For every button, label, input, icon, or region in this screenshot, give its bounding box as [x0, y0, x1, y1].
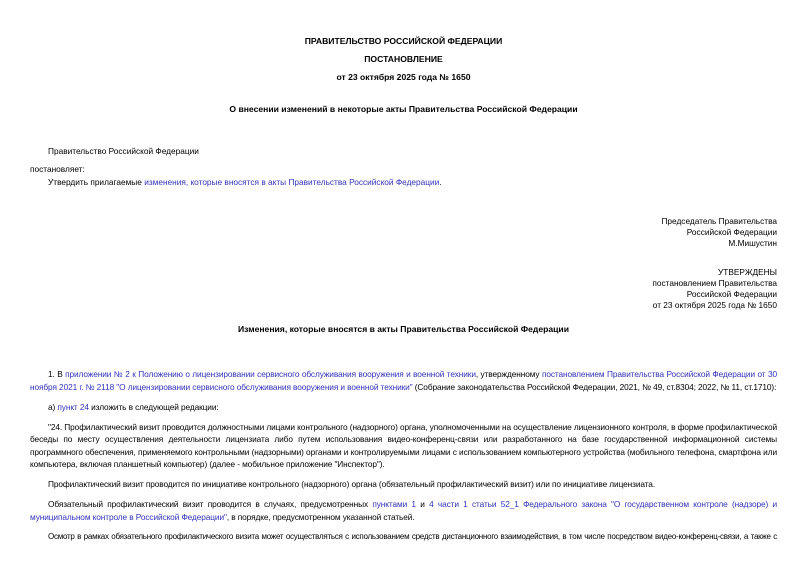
text-segment: Профилактический визит проводится по инициативе контрольного (надзорного) органа (обязательный профилактический визит) или по инициативе лицензиата. — [48, 479, 656, 489]
paragraph — [30, 421, 777, 471]
text-segment: а) — [48, 401, 58, 412]
doc-link[interactable]: приложении № 2 к Положению о лицензировании сервисного обслуживания вооружения и военной техники — [65, 369, 476, 379]
paragraph — [30, 401, 777, 414]
doc-link[interactable]: постановлением Правительства Российской Федерации от 30 ноября 2021 г. № 2118 "О лицензировании сервисного обслуживания вооружения и военной техники" — [30, 369, 777, 392]
text-line: М.Мишустин — [728, 238, 777, 248]
text-segment: (Собрание законодательства Российской Федерации, 2021, № 49, ст.8304; 2022, № 11, ст.1710): — [412, 381, 777, 392]
text-segment: , в порядке, предусмотренном указанной статьей. — [226, 511, 415, 522]
text-line: УТВЕРЖДЕНЫ — [718, 267, 777, 277]
document-date-number: от 23 октября 2025 года № 1650 — [336, 72, 471, 82]
resolution-line — [30, 176, 777, 189]
doc-link[interactable]: пунктами 1 — [372, 499, 416, 509]
paragraph — [30, 368, 777, 393]
approved-block — [652, 267, 777, 311]
text-line: постановлением Правительства — [652, 278, 777, 288]
paragraph — [30, 498, 777, 523]
decree-word: постановляет: — [30, 164, 85, 174]
annex-title: Изменения, которые вносятся в акты Правительства Российской Федерации — [237, 324, 569, 334]
document-body — [30, 368, 777, 543]
text-segment: и — [415, 499, 430, 509]
signature-block — [661, 216, 777, 249]
government-name: ПРАВИТЕЛЬСТВО РОССИЙСКОЙ ФЕДЕРАЦИИ — [304, 36, 503, 46]
paragraph — [30, 478, 777, 491]
doc-link[interactable]: изменения, которые вносятся в акты Правительства Российской Федерации — [144, 177, 440, 187]
text-segment: Утвердить прилагаемые — [48, 177, 145, 187]
text-segment: Осмотр в рамках обязательного профилактического визита может осуществляться с использованием средств дистанционного взаимодействия, в том числе посредством видео-конференц-связи, а также с — [48, 531, 777, 541]
preamble — [30, 145, 777, 189]
text-segment: 1. В — [48, 369, 66, 379]
paragraph — [30, 531, 777, 544]
text-segment: "24. Профилактический визит проводится должностными лицами контрольного (надзорного) органа, уполномоченными на осуществление лицензионного контроля, в форме профилактической беседы по месту осуществления деятельности лицензиата либо путем использования видео-конференц-связи или разработанного на базе государственной информационной системы программного обеспечения, применяемого контрольными (надзорными) органами и контролируемыми лицами с использованием компьютерного устройства (мобильного телефона, смартфона или компьютера, включая планшетный компьютер) (далее - мобильное приложение "Инспектор"). — [30, 421, 777, 469]
doc-link[interactable]: 4 части 1 статьи 52_1 Федерального закона "О государственном контроле (надзоре) и муниципальном контроле в Российской Федерации" — [30, 499, 778, 522]
text-line: Российской Федерации — [686, 227, 777, 237]
text-segment: изложить в следующей редакции: — [88, 401, 219, 412]
text-line: Председатель Правительства — [661, 216, 777, 226]
doc-link[interactable]: пункт 24 — [57, 401, 89, 412]
text-line: Российской Федерации — [686, 289, 777, 299]
text-line: от 23 октября 2025 года № 1650 — [652, 300, 777, 310]
document-type: ПОСТАНОВЛЕНИЕ — [364, 54, 443, 64]
text-segment: . — [439, 177, 442, 187]
document-title: О внесении изменений в некоторые акты Правительства Российской Федерации — [229, 104, 578, 114]
document-header — [0, 36, 807, 82]
text-segment: , утвержденному — [475, 369, 542, 379]
preamble-intro: Правительство Российской Федерации — [48, 146, 199, 156]
text-segment: Обязательный профилактический визит проводится в случаях, предусмотренных — [48, 499, 373, 509]
